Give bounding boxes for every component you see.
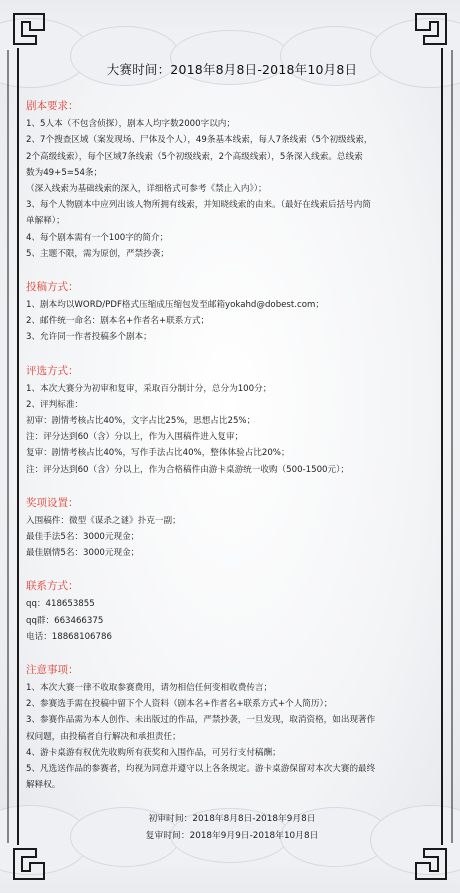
text-line: （深入线索为基础线索的深入，详细格式可参考《禁止入内》）； <box>26 184 267 195</box>
text-line: 5、凡选送作品的参赛者，均视为同意并遵守以上各条规定。游卡桌游保留对本次大赛的最终 <box>26 764 376 775</box>
text-line: 3、允许同一作者投稿多个剧本； <box>26 332 152 343</box>
text-line: 1、本次大赛一律不收取参赛费用，请勿相信任何变相收费传言； <box>26 683 273 694</box>
section-title: 注意事项： <box>26 664 79 677</box>
text-line: 2、评判标准： <box>26 399 84 410</box>
section-contact <box>26 578 438 645</box>
text-line: 1、5人本（不包含侦探），剧本人均字数2000字以内； <box>26 119 235 130</box>
text-line: 最佳手法5名：3000元现金； <box>26 532 140 543</box>
text-line: 复审：剧情考核占比40%，写作手法占比40%，整体体验占比20%； <box>26 448 290 459</box>
section-title: 评选方式： <box>26 364 79 377</box>
section-title: 联系方式： <box>26 580 79 593</box>
section-judging-method <box>26 363 438 478</box>
top-cloud-decoration <box>0 0 460 70</box>
second-review-time: 复审时间：2018年9月9日-2018年10月8日 <box>145 830 319 841</box>
text-line: 单解释）； <box>26 216 65 227</box>
text-line: 4、游卡桌游有权优先收购所有获奖和入围作品，可另行支付稿酬； <box>26 747 281 758</box>
first-review-time: 初审时间：2018年8月8日-2018年9月8日 <box>148 813 316 824</box>
section-submission-method <box>26 279 438 346</box>
section-title: 奖项设置： <box>26 496 79 509</box>
phone-number: 电话：18868106786 <box>26 631 112 642</box>
text-line: 1、剧本均以WORD/PDF格式压缩成压缩包发至邮箱yokahd@dobest.com； <box>26 300 324 311</box>
review-schedule <box>26 811 438 845</box>
text-line: 2、参赛选手需在投稿中留下个人资料（剧本名+作者名+联系方式+个人简历）； <box>26 699 333 710</box>
text-line: 2、7个搜查区域（案发现场、尸体及个人），49条基本线索，每人7条线索（5个初级线索， <box>26 135 373 146</box>
text-line: 注：评分达到60（含）分以上，作为合格稿件由游卡桌游统一收购（500-1500元）； <box>26 464 350 475</box>
qq-group-number: qq群：663466375 <box>26 615 104 626</box>
text-line: 解释权。 <box>26 780 61 791</box>
text-line: 3、每个人物剧本中应列出该人物所拥有线索，并知晓线索的由来。（最好在线索后括号内简 <box>26 200 371 211</box>
section-notes <box>26 662 438 793</box>
section-title: 剧本要求： <box>26 100 79 113</box>
text-line: 权问题，由投稿者自行解决和承担责任； <box>26 731 181 742</box>
page-title: 大赛时间：2018年8月8日-2018年10月8日 <box>106 62 358 77</box>
section-title: 投稿方式： <box>26 281 79 294</box>
text-line: 最佳剧情5名：3000元现金； <box>26 548 140 559</box>
qq-number: qq：418653855 <box>26 599 95 610</box>
text-line: 2、邮件统一命名：剧本名+作者名+联系方式； <box>26 316 210 327</box>
section-script-requirements <box>26 98 438 262</box>
text-line: 3、参赛作品需为本人创作、未出版过的作品，严禁抄袭，一旦发现，取消资格，如出现著作 <box>26 715 376 726</box>
text-line: 注：评分达到60（含）分以上，作为入围稿件进入复审； <box>26 432 244 443</box>
text-line: 数为49+5=54条； <box>26 167 103 178</box>
section-awards <box>26 495 438 562</box>
text-line: 5、主题不限，需为原创，严禁抄袭； <box>26 248 169 259</box>
text-line: 初审：剧情考核占比40%，文字占比25%，思想占比25%； <box>26 416 256 427</box>
text-line: 入围稿件：微型《谋杀之谜》扑克一副； <box>26 515 181 526</box>
document-body <box>26 62 438 845</box>
text-line: 4、每个剧本需有一个100字的简介； <box>26 232 169 243</box>
text-line: 2个高级线索），每个区域7条线索（5个初级线索，2个高级线索），5条深入线索。总线索 <box>26 151 363 162</box>
text-line: 1、本次大赛分为初审和复审，采取百分制计分，总分为100分； <box>26 383 272 394</box>
